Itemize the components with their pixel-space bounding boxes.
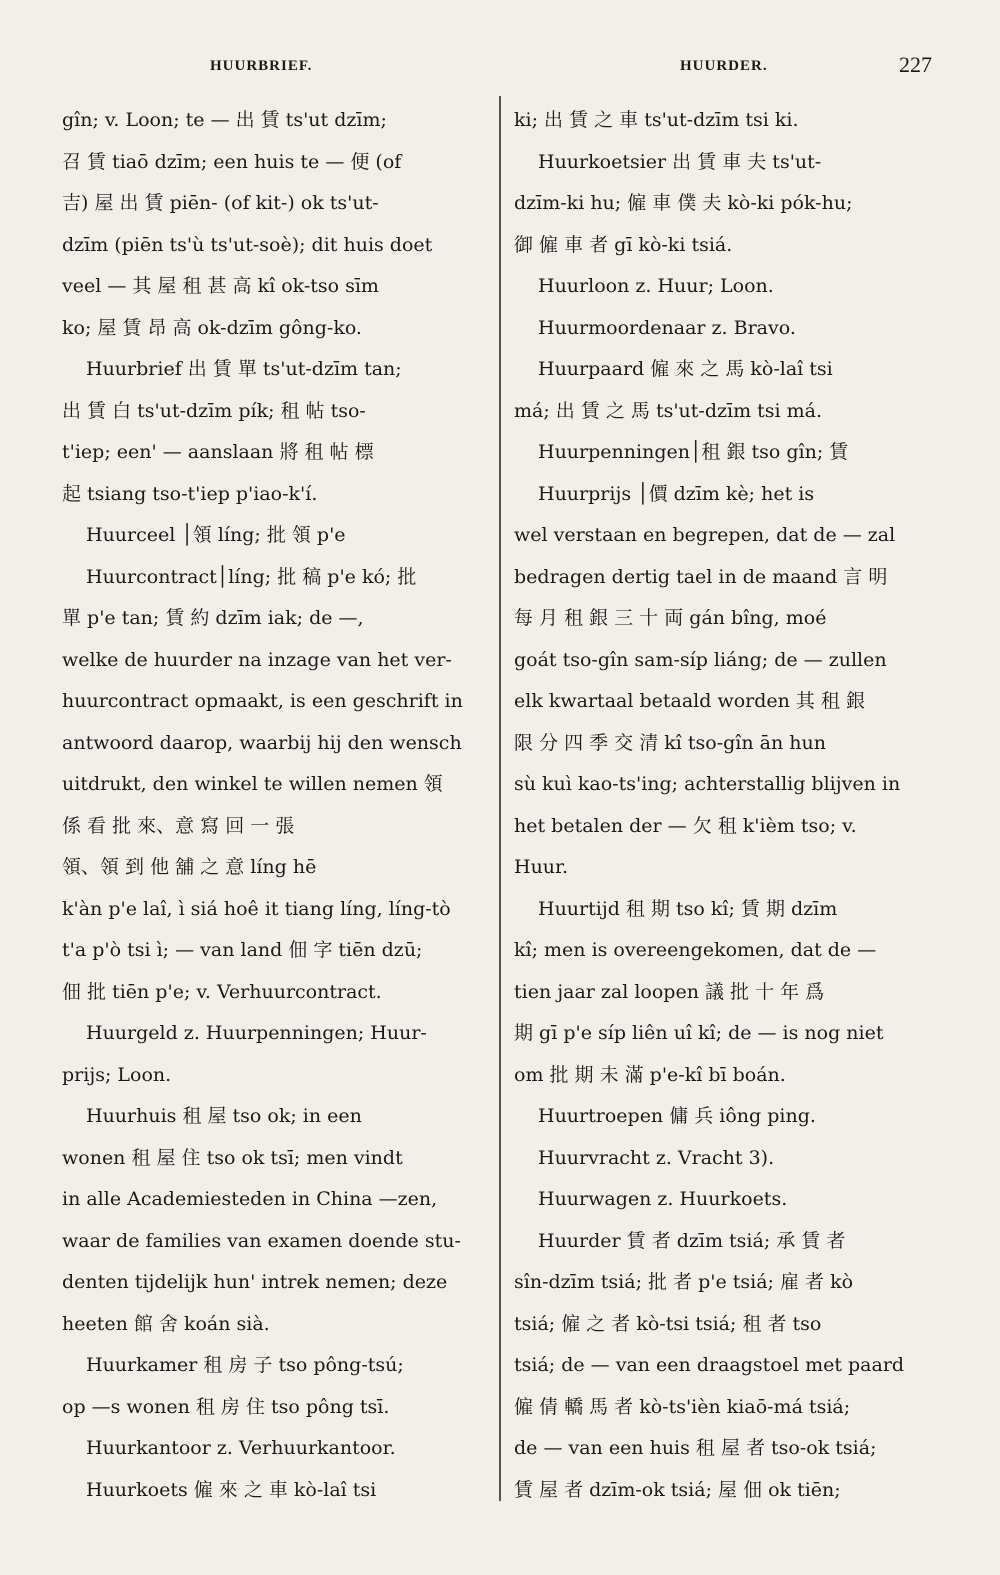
dictionary-line: om 批 期 未 滿 p'e-kî bī boán.: [514, 1063, 786, 1086]
dictionary-line: 期 gī p'e síp liên uî kî; de — is nog niet: [514, 1022, 884, 1044]
dictionary-line: Huurceel │領 líng; 批 領 p'e: [86, 524, 346, 546]
dictionary-line: 起 tsiang tso-t'iep p'iao-k'í.: [62, 482, 318, 505]
dictionary-line: tsiá; de — van een draagstoel met paard: [514, 1354, 905, 1376]
dictionary-line: 限 分 四 季 交 清 kî tso-gîn ān hun: [514, 731, 826, 754]
dictionary-line: waar de families van examen doende stu-: [62, 1229, 461, 1252]
dictionary-line: má; 出 賃 之 馬 ts'ut-dzīm tsi má.: [514, 399, 823, 422]
dictionary-line: Huurcontract│líng; 批 稿 p'e kó; 批: [86, 565, 417, 588]
dictionary-line: gîn; v. Loon; te — 出 賃 ts'ut dzīm;: [62, 109, 387, 131]
dictionary-line: wonen 租 屋 住 tso ok tsī; men vindt: [62, 1146, 403, 1169]
dictionary-line: Huurmoordenaar z. Bravo.: [538, 316, 796, 339]
dictionary-line: 單 p'e tan; 賃 約 dzīm iak; de —,: [62, 607, 364, 629]
dictionary-line: Huurtijd 租 期 tso kî; 賃 期 dzīm: [538, 897, 838, 920]
dictionary-line: antwoord daarop, waarbij hij den wensch: [62, 731, 462, 754]
left-column: [62, 100, 490, 1511]
dictionary-line: Huurkamer 租 房 子 tso pông-tsú;: [86, 1354, 404, 1376]
dictionary-line: bedragen dertig tael in de maand 言 明: [514, 565, 888, 588]
dictionary-line: 係 看 批 來、意 寫 回 一 張: [62, 814, 295, 837]
page-number: 227: [899, 52, 932, 77]
dictionary-line: ki; 出 賃 之 車 ts'ut-dzīm tsi ki.: [514, 109, 799, 131]
dictionary-line: kî; men is overeengekomen, dat de —: [514, 939, 877, 961]
dictionary-line: dzīm-ki hu; 僱 車 僕 夫 kò-ki pók-hu;: [514, 192, 853, 214]
dictionary-line: dzīm (piēn ts'ù ts'ut-soè); dit huis doet: [62, 233, 433, 256]
dictionary-line: 賃 屋 者 dzīm-ok tsiá; 屋 佃 ok tiēn;: [514, 1478, 841, 1501]
dictionary-line: 御 僱 車 者 gī kò-ki tsiá.: [514, 233, 733, 256]
dictionary-line: t'iep; een' — aanslaan 將 租 帖 標: [62, 441, 374, 463]
dictionary-line: elk kwartaal betaald worden 其 租 銀: [514, 690, 865, 712]
dictionary-line: heeten 館 舍 koán sià.: [62, 1312, 270, 1335]
dictionary-line: sù kuì kao-ts'ing; achterstallig blijven in: [514, 773, 901, 795]
dictionary-line: prijs; Loon.: [62, 1063, 172, 1086]
dictionary-line: Huurpaard 僱 來 之 馬 kò-laî tsi: [538, 358, 833, 380]
dictionary-line: Huur.: [514, 856, 569, 878]
dictionary-line: Huurgeld z. Huurpenningen; Huur-: [86, 1022, 427, 1044]
dictionary-line: 吉) 屋 出 賃 piēn- (of kit-) ok ts'ut-: [62, 192, 379, 214]
dictionary-line: 召 賃 tiaō dzīm; een huis te — 便 (of: [62, 150, 402, 173]
dictionary-line: ko; 屋 賃 昂 高 ok-dzīm gông-ko.: [62, 316, 362, 339]
dictionary-line: huurcontract opmaakt, is een geschrift in: [62, 690, 463, 712]
dictionary-line: tsiá; 僱 之 者 kò-tsi tsiá; 租 者 tso: [514, 1312, 822, 1335]
dictionary-line: op —s wonen 租 房 住 tso pông tsī.: [62, 1395, 390, 1418]
dictionary-line: het betalen der — 欠 租 k'ièm tso; v.: [514, 814, 857, 837]
header-left-catchword: HUURBRIEF.: [210, 58, 313, 74]
header-right-catchword: HUURDER.: [680, 58, 768, 74]
dictionary-line: 出 賃 白 ts'ut-dzīm pík; 租 帖 tso-: [62, 399, 366, 422]
dictionary-line: 僱 倩 轎 馬 者 kò-ts'ièn kiaō-má tsiá;: [514, 1395, 851, 1418]
column-divider: [499, 96, 501, 1501]
dictionary-line: veel — 其 屋 租 甚 高 kî ok-tso sīm: [62, 275, 379, 297]
dictionary-line: 每 月 租 銀 三 十 両 gán bîng, moé: [514, 607, 827, 629]
dictionary-line: Huurpenningen│租 銀 tso gîn; 賃: [538, 441, 849, 463]
dictionary-line: welke de huurder na inzage van het ver-: [62, 648, 452, 671]
dictionary-line: t'a p'ò tsi ì; — van land 佃 字 tiēn dzū;: [62, 939, 423, 961]
dictionary-line: k'àn p'e laî, ì siá hoê it tiang líng, líng-tò: [62, 897, 451, 920]
dictionary-line: denten tijdelijk hun' intrek nemen; deze: [62, 1271, 448, 1293]
dictionary-line: de — van een huis 租 屋 者 tso-ok tsiá;: [514, 1437, 877, 1459]
dictionary-line: Huurkoets 僱 來 之 車 kò-laî tsi: [86, 1478, 377, 1501]
dictionary-line: Huurwagen z. Huurkoets.: [538, 1188, 788, 1210]
dictionary-line: Huurhuis 租 屋 tso ok; in een: [86, 1105, 362, 1127]
dictionary-line: Huurkoetsier 出 賃 車 夫 ts'ut-: [538, 150, 822, 173]
dictionary-line: wel verstaan en begrepen, dat de — zal: [514, 524, 896, 546]
dictionary-line: uitdrukt, den winkel te willen nemen 領: [62, 773, 443, 795]
dictionary-line: 領、領 到 他 舖 之 意 líng hē: [62, 856, 317, 878]
dictionary-line: Huurkantoor z. Verhuurkantoor.: [86, 1437, 396, 1459]
dictionary-line: Huurprijs │價 dzīm kè; het is: [538, 482, 815, 505]
dictionary-line: goát tso-gîn sam-síp liáng; de — zullen: [514, 648, 887, 671]
dictionary-line: tien jaar zal loopen 議 批 十 年 爲: [514, 980, 825, 1003]
dictionary-line: in alle Academiesteden in China —zen,: [62, 1188, 438, 1210]
dictionary-line: Huurder 賃 者 dzīm tsiá; 承 賃 者: [538, 1229, 846, 1252]
dictionary-line: Huurbrief 出 賃 單 ts'ut-dzīm tan;: [86, 358, 402, 380]
running-header: [0, 52, 1000, 88]
dictionary-line: sîn-dzīm tsiá; 批 者 p'e tsiá; 雇 者 kò: [514, 1271, 854, 1293]
right-column: [514, 100, 946, 1511]
dictionary-line: Huurtroepen 傭 兵 iông ping.: [538, 1105, 816, 1127]
dictionary-line: Huurvracht z. Vracht 3).: [538, 1146, 775, 1169]
dictionary-line: 佃 批 tiēn p'e; v. Verhuurcontract.: [62, 980, 382, 1003]
dictionary-line: Huurloon z. Huur; Loon.: [538, 275, 774, 297]
